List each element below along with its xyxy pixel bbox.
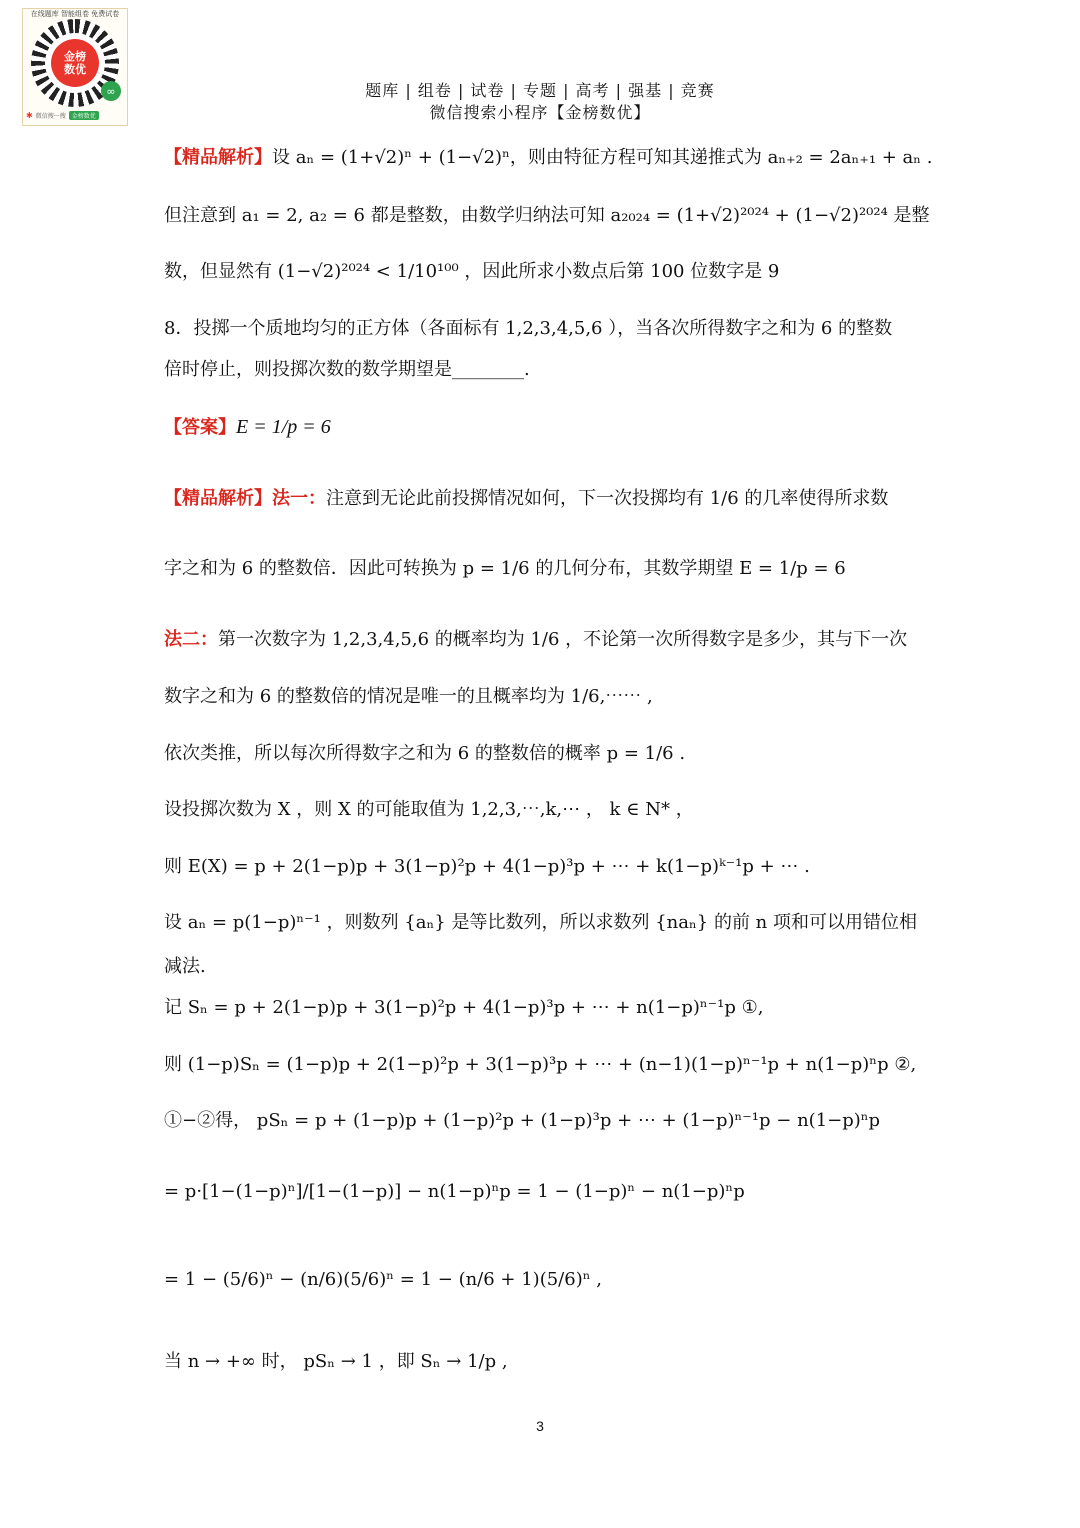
line-label: 法二： <box>164 629 218 650</box>
question-line <box>164 358 530 382</box>
line-text: 8．投掷一个质地均匀的正方体（各面标有 1,2,3,4,5,6 ），当各次所得数字之和为 6 的整数 <box>164 318 893 339</box>
question-line <box>164 317 892 341</box>
logo-center-line1: 金榜 <box>64 50 86 63</box>
line-text: 记 Sₙ = p + 2(1−p)p + 3(1−p)²p + 4(1−p)³p + ⋯ + n(1−p)ⁿ⁻¹p ①, <box>164 997 764 1018</box>
line-text: 当 n → +∞ 时， pSₙ → 1 ，即 Sₙ → 1/p , <box>164 1351 508 1372</box>
text-line <box>164 911 917 935</box>
line-text: 设投掷次数为 X ，则 X 的可能取值为 1,2,3,⋯,k,⋯ ， k ∈ N* ， <box>164 799 694 820</box>
line-text: 设 aₙ = p(1−p)ⁿ⁻¹ ，则数列 {aₙ} 是等比数列，所以求数列 {naₙ} 的前 n 项和可以用错位相 <box>164 912 917 933</box>
formula-line <box>164 1109 880 1133</box>
line-text: = p·[1−(1−p)ⁿ]/[1−(1−p)] − n(1−p)ⁿp = 1 − (1−p)ⁿ − n(1−p)ⁿp <box>164 1181 745 1202</box>
text-line <box>164 557 846 581</box>
line-text: 减法. <box>164 956 206 977</box>
line-text: 则 E(X) = p + 2(1−p)p + 3(1−p)²p + 4(1−p)³p + ⋯ + k(1−p)ᵏ⁻¹p + ⋯ . <box>164 856 810 877</box>
analysis-line <box>164 487 888 511</box>
mini-program-icon: ∞ <box>101 81 121 101</box>
answer-label: 【答案】 <box>164 417 236 438</box>
line-text: 依次类推，所以每次所得数字之和为 6 的整数倍的概率 p = 1/6 . <box>164 743 686 764</box>
analysis-line <box>164 628 907 652</box>
formula-line <box>164 855 810 879</box>
line-text: 数字之和为 6 的整数倍的情况是唯一的且概率均为 1/6,⋯⋯ , <box>164 686 653 707</box>
line-text: 数，但显然有 (1−√2)²⁰²⁴ < 1/10¹⁰⁰ ，因此所求小数点后第 100 位数字是 9 <box>164 261 780 282</box>
formula-line <box>164 996 763 1020</box>
text-line <box>164 685 653 709</box>
text-line <box>164 955 206 979</box>
line-text: 倍时停止，则投掷次数的数学期望是________. <box>164 359 530 380</box>
line-label: 【精品解析】法一： <box>164 488 326 509</box>
line-text: 设 aₙ = (1+√2)ⁿ + (1−√2)ⁿ，则由特征方程可知其递推式为 aₙ₊₂ = 2aₙ₊₁ + aₙ . <box>272 147 933 168</box>
line-text: 注意到无论此前投掷情况如何，下一次投掷均有 1/6 的几率使得所求数 <box>326 488 889 509</box>
text-line <box>164 742 685 766</box>
page-number: 3 <box>536 1418 544 1434</box>
header-search-line: 微信搜索小程序【金榜数优】 <box>429 103 651 122</box>
formula-line <box>164 1053 916 1077</box>
line-text: ①−②得， pSₙ = p + (1−p)p + (1−p)²p + (1−p)³p + ⋯ + (1−p)ⁿ⁻¹p − n(1−p)ⁿp <box>164 1110 881 1131</box>
text-line <box>164 146 933 170</box>
text-line <box>164 260 779 284</box>
line-text: = 1 − (5/6)ⁿ − (n/6)(5/6)ⁿ = 1 − (n/6 + 1)(5/6)ⁿ , <box>164 1269 602 1290</box>
logo-footer-right: 金榜数优 <box>69 111 99 120</box>
text-line <box>164 798 694 822</box>
logo-center-line2: 数优 <box>64 63 86 76</box>
line-label: 【精品解析】 <box>164 147 272 168</box>
logo-arc-text: 在线题库 智能组卷 免费试卷 <box>30 10 120 18</box>
answer-formula: E = 1/p = 6 <box>236 416 331 438</box>
answer-line <box>164 415 331 440</box>
header-nav-line: 题库 | 组卷 | 试卷 | 专题 | 高考 | 强基 | 竞赛 <box>365 81 715 100</box>
text-line <box>164 204 930 228</box>
line-text: 字之和为 6 的整数倍．因此可转换为 p = 1/6 的几何分布，其数学期望 E = 1/p = 6 <box>164 558 846 579</box>
star-icon: ✱ <box>26 110 33 120</box>
formula-line <box>164 1268 602 1292</box>
logo-footer-left: 微信搜一搜 <box>35 112 66 120</box>
formula-line <box>164 1350 508 1374</box>
line-text: 则 (1−p)Sₙ = (1−p)p + 2(1−p)²p + 3(1−p)³p + ⋯ + (n−1)(1−p)ⁿ⁻¹p + n(1−p)ⁿp ②, <box>164 1054 917 1075</box>
line-text: 但注意到 a₁ = 2, a₂ = 6 都是整数，由数学归纳法可知 a₂₀₂₄ = (1+√2)²⁰²⁴ + (1−√2)²⁰²⁴ 是整 <box>164 205 930 226</box>
formula-line <box>164 1180 745 1204</box>
line-text: 第一次数字为 1,2,3,4,5,6 的概率均为 1/6 ，不论第一次所得数字是多少，其与下一次 <box>218 629 908 650</box>
